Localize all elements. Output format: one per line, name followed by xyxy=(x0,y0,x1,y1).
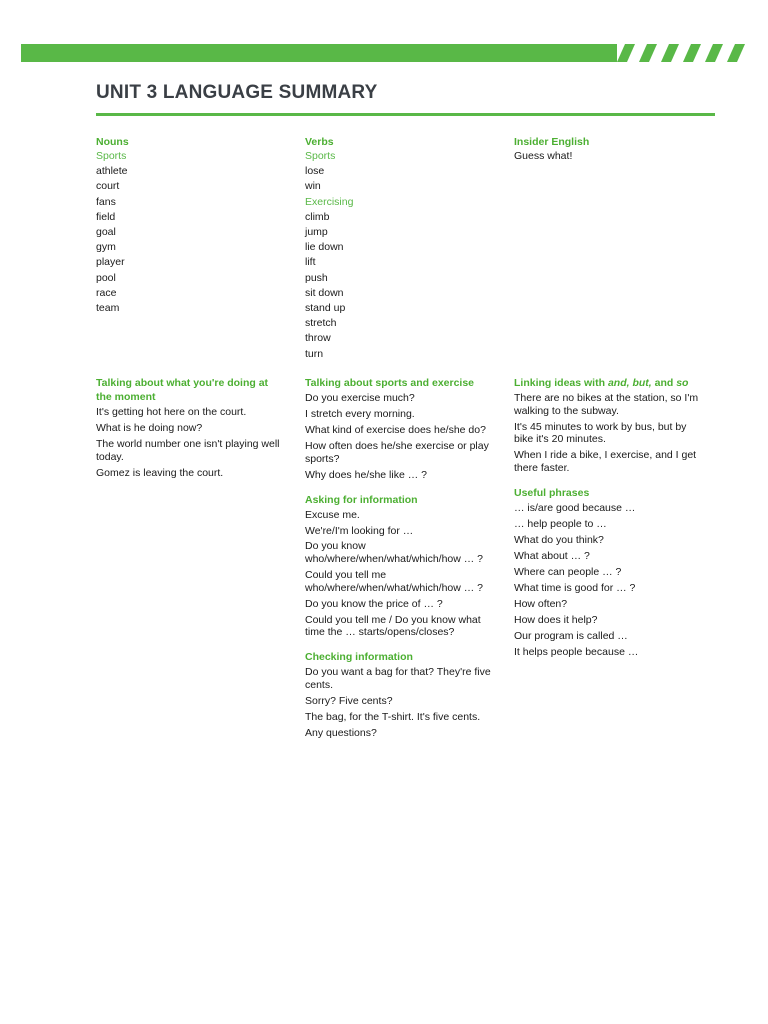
phrase-item: How often does he/she exercise or play sports? xyxy=(305,439,489,465)
phrase-item: How does it help? xyxy=(514,613,598,626)
phrase-item: Could you tell me who/where/when/what/which/how … ? xyxy=(305,569,484,594)
phrase-item: We're/I'm looking for … xyxy=(305,524,414,537)
verbs-sub-sports: Sports xyxy=(305,150,336,162)
phrase-item: … is/are good because … xyxy=(514,501,636,514)
page-title: UNIT 3 LANGUAGE SUMMARY xyxy=(96,82,378,103)
phrase-item: Gomez is leaving the court. xyxy=(96,466,224,479)
verb-word: turn xyxy=(305,347,324,360)
noun-word: fans xyxy=(96,195,116,208)
checking-info-heading: Checking information xyxy=(305,651,413,664)
verb-word: lift xyxy=(305,256,316,269)
noun-word: team xyxy=(96,302,120,315)
insider-section xyxy=(514,135,710,164)
insider-item: Guess what! xyxy=(514,150,573,162)
noun-word: player xyxy=(96,256,125,269)
verbs-sub-exercising: Exercising xyxy=(305,195,354,208)
verbs-heading: Verbs xyxy=(305,136,334,148)
phrase-item: The world number one isn't playing well today. xyxy=(96,437,280,463)
phrase-item: Our program is called … xyxy=(514,629,628,642)
phrase-item: It helps people because … xyxy=(514,645,639,658)
noun-word: field xyxy=(96,210,116,223)
phrase-item: What time is good for … ? xyxy=(514,581,636,594)
phrase-item: What about … ? xyxy=(514,549,590,562)
linking-heading-mid: and xyxy=(651,377,677,389)
phrase-item: There are no bikes at the station, so I'm walking to the subway. xyxy=(514,392,699,417)
insider-heading: Insider English xyxy=(514,136,590,148)
phrase-item: I stretch every morning. xyxy=(305,407,415,420)
linking-heading-prefix: Linking ideas with xyxy=(514,377,608,389)
noun-word: pool xyxy=(96,271,116,284)
verb-word: jump xyxy=(305,226,328,239)
phrase-item: What is he doing now? xyxy=(96,421,203,434)
nouns-sub-sports: Sports xyxy=(96,150,127,162)
phrase-item: Do you exercise much? xyxy=(305,392,415,404)
verb-word: win xyxy=(305,180,321,193)
linking-heading-italic: and, but, xyxy=(607,377,652,389)
verb-word: climb xyxy=(305,210,330,223)
talking-now-heading: Talking about what you're doing at the moment xyxy=(96,377,269,403)
linking-heading xyxy=(514,376,704,390)
phrase-item: Any questions? xyxy=(305,726,377,739)
verb-word: stand up xyxy=(305,302,346,315)
phrase-item: It's 45 minutes to work by bus, but by bike it's 20 minutes. xyxy=(514,420,687,446)
column-three-phrases xyxy=(514,376,704,662)
phrase-item: Could you tell me / Do you know what time the … starts/opens/closes? xyxy=(305,613,481,639)
noun-word: athlete xyxy=(96,165,128,178)
phrase-item: Where can people … ? xyxy=(514,565,622,578)
phrase-item: It's getting hot here on the court. xyxy=(96,406,247,418)
noun-word: goal xyxy=(96,226,116,239)
phrase-item: How often? xyxy=(514,597,568,610)
phrase-item: What do you think? xyxy=(514,533,604,546)
noun-word: gym xyxy=(96,241,116,254)
nouns-list xyxy=(96,164,292,316)
verb-word: lose xyxy=(305,165,325,178)
noun-word: court xyxy=(96,180,120,193)
talking-sports-heading: Talking about sports and exercise xyxy=(305,377,475,389)
nouns-section xyxy=(96,135,292,316)
verb-word: push xyxy=(305,271,328,284)
phrase-item: What kind of exercise does he/she do? xyxy=(305,423,486,436)
verb-word: lie down xyxy=(305,241,344,254)
noun-word: race xyxy=(96,286,117,299)
phrase-item: When I ride a bike, I exercise, and I get there faster. xyxy=(514,449,697,474)
verb-word: stretch xyxy=(305,317,337,330)
phrase-item: Do you know who/where/when/what/which/how … ? xyxy=(305,540,484,566)
top-accent-bar xyxy=(21,44,745,62)
verb-word: throw xyxy=(305,332,331,345)
phrase-item: Why does he/she like … ? xyxy=(305,468,427,481)
useful-heading: Useful phrases xyxy=(514,486,590,499)
linking-heading-italic2: so xyxy=(676,377,689,389)
phrase-item: Do you know the price of … ? xyxy=(305,597,443,610)
phrase-item: … help people to … xyxy=(514,517,607,530)
talking-now-section xyxy=(96,376,282,483)
column-two-phrases xyxy=(305,376,495,743)
nouns-heading: Nouns xyxy=(96,136,129,148)
title-rule xyxy=(96,113,715,116)
phrase-item: Sorry? Five cents? xyxy=(305,694,393,707)
verb-word: sit down xyxy=(305,286,344,299)
verbs-section xyxy=(305,135,501,362)
phrase-item: The bag, for the T-shirt. It's five cents. xyxy=(305,710,481,723)
phrase-item: Do you want a bag for that? They're five cents. xyxy=(305,666,491,691)
asking-info-heading: Asking for information xyxy=(305,493,418,506)
phrase-item: Excuse me. xyxy=(305,508,360,521)
